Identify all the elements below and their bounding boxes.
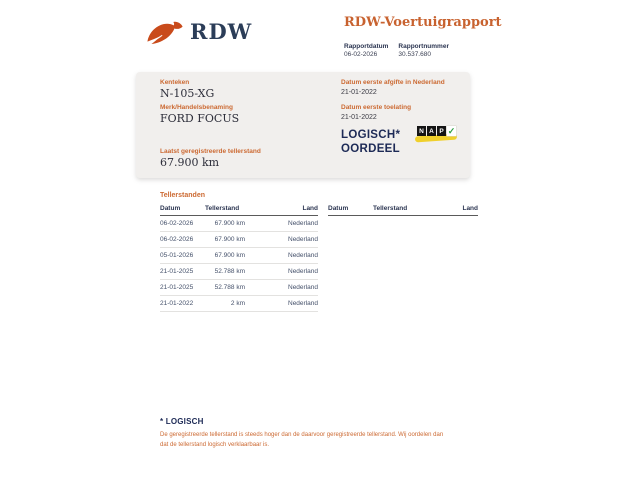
land-cell: Nederland xyxy=(245,296,318,312)
tellerstand-cell: 52.788 km xyxy=(205,264,245,280)
nap-letter-n: N xyxy=(417,126,426,136)
footnote-body: De geregistreerde tellerstand is steeds hoger dan de daarvoor geregistreerde tellerstand. Wij oordelen dan dat de tellerstand logisch verklaarbaar is. xyxy=(160,432,444,448)
page-title: RDW-Voertuigrapport xyxy=(344,15,502,30)
toelating-label: Datum eerste toelating xyxy=(341,104,412,111)
land-cell: Nederland xyxy=(245,216,318,232)
rapportdatum xyxy=(344,43,388,59)
brand-text: RDW xyxy=(190,19,253,44)
summary-panel xyxy=(136,72,470,178)
nap-letter-a: A xyxy=(427,126,436,136)
land-cell: Nederland xyxy=(245,280,318,296)
merk-label: Merk/Handelsbenaming xyxy=(160,104,233,111)
col-header-datum: Datum xyxy=(160,203,205,216)
afgifte-label: Datum eerste afgifte in Nederland xyxy=(341,79,445,86)
footnote-title: * LOGISCH xyxy=(160,417,204,426)
datum-cell: 21-01-2025 xyxy=(160,264,205,280)
report-meta xyxy=(344,43,449,59)
table-header-row xyxy=(160,203,318,216)
table-row xyxy=(160,232,318,248)
land-cell: Nederland xyxy=(245,264,318,280)
col-header-datum: Datum xyxy=(328,203,373,216)
nap-letter-squares xyxy=(417,126,456,136)
nap-check-icon: ✓ xyxy=(447,125,456,136)
land-cell: Nederland xyxy=(245,248,318,264)
rapportdatum-value: 06-02-2026 xyxy=(344,51,378,58)
laatste-tellerstand-label: Laatst geregistreerde tellerstand xyxy=(160,148,261,155)
tellerstand-cell: 52.788 km xyxy=(205,280,245,296)
tellerstanden-table-right xyxy=(328,203,478,216)
toelating-value: 21-01-2022 xyxy=(341,114,377,121)
table-header-row xyxy=(328,203,478,216)
rdw-logo xyxy=(147,19,252,48)
tellerstanden-section-label: Tellerstanden xyxy=(160,192,205,199)
datum-cell: 21-01-2025 xyxy=(160,280,205,296)
oordeel-line1: LOGISCH* xyxy=(341,129,401,141)
table-row xyxy=(160,248,318,264)
kenteken-label: Kenteken xyxy=(160,79,190,86)
table-row xyxy=(160,280,318,296)
col-header-tellerstand: Tellerstand xyxy=(205,203,245,216)
datum-cell: 05-01-2026 xyxy=(160,248,205,264)
col-header-tellerstand: Tellerstand xyxy=(373,203,413,216)
land-cell: Nederland xyxy=(245,232,318,248)
oordeel-line2: OORDEEL xyxy=(341,143,400,155)
tellerstand-cell: 2 km xyxy=(205,296,245,312)
datum-cell: 06-02-2026 xyxy=(160,216,205,232)
rapportnummer xyxy=(398,43,449,59)
col-header-land: Land xyxy=(413,203,478,216)
oordeel-text xyxy=(341,128,400,156)
kenteken-value: N-105-XG xyxy=(160,87,215,100)
merk-value: FORD FOCUS xyxy=(160,112,240,125)
tellerstand-cell: 67.900 km xyxy=(205,232,245,248)
table-row xyxy=(160,264,318,280)
rapportdatum-label: Rapportdatum xyxy=(344,43,389,50)
nap-logo xyxy=(417,126,461,146)
col-header-land: Land xyxy=(245,203,318,216)
afgifte-value: 21-01-2022 xyxy=(341,89,377,96)
table-row xyxy=(160,296,318,312)
tellerstanden-table-left xyxy=(160,203,318,312)
rapportnummer-value: 30.537.680 xyxy=(398,51,431,58)
tellerstand-cell: 67.900 km xyxy=(205,216,245,232)
rapportnummer-label: Rapportnummer xyxy=(398,43,449,50)
nap-letter-p: P xyxy=(437,126,446,136)
rdw-bird-icon xyxy=(147,19,184,48)
tellerstand-cell: 67.900 km xyxy=(205,248,245,264)
laatste-tellerstand-value: 67.900 km xyxy=(160,156,220,169)
table-row xyxy=(160,216,318,232)
datum-cell: 21-01-2022 xyxy=(160,296,205,312)
datum-cell: 06-02-2026 xyxy=(160,232,205,248)
